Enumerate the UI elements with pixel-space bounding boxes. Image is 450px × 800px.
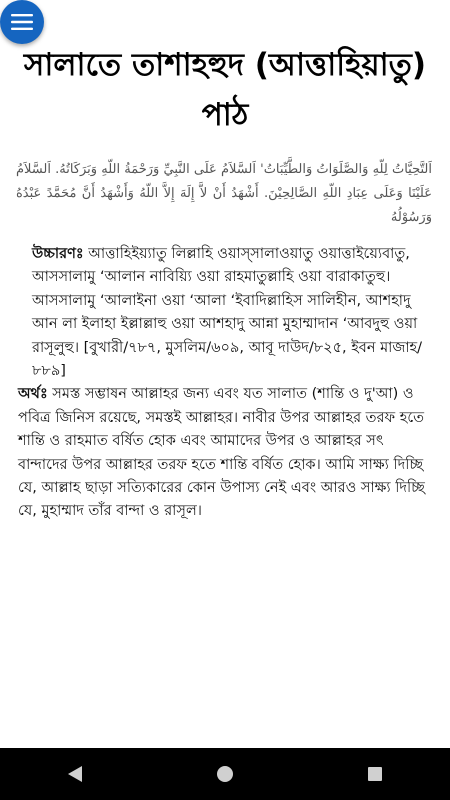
pronunciation-paragraph — [18, 243, 430, 383]
back-button[interactable] — [55, 754, 95, 794]
back-triangle-icon — [67, 765, 83, 783]
meaning-paragraph — [18, 383, 430, 523]
meaning-text: সমস্ত সম্ভাষন আল্লাহর জন্য এবং যত সালাত (শান্তি ও দু'আ) ও পবিত্র জিনিস রয়েছে, সমস্তই আল্লাহর। নাবীর উপর আল্লাহর তরফ হতে শান্তি ও রাহমাত বর্ষিত হোক এবং আমাদের উপর ও আল্লাহর সৎ বান্দাদের উপর আল্লাহর তরফ হতে শান্তি বর্ষিত হোক। আমি সাক্ষ্য দিচ্ছি যে, আল্লাহ ছাড়া সত্যিকারের কোন উপাস্য নেই এবং আরও সাক্ষ্য দিচ্ছি যে, মুহাম্মাদ তাঁর বান্দা ও রাসূল। — [18, 386, 425, 520]
page-title: সালাতে তাশাহহুদ (আত্তাহিয়াতু) পাঠ — [23, 47, 427, 133]
hamburger-menu-button[interactable] — [0, 0, 44, 44]
system-navigation-bar — [0, 748, 450, 800]
recents-square-icon — [367, 766, 383, 782]
hamburger-menu-icon — [11, 13, 33, 31]
pronunciation-label: উচ্চারণঃ — [32, 246, 84, 262]
recents-button[interactable] — [355, 754, 395, 794]
home-button[interactable] — [205, 754, 245, 794]
pronunciation-text: আত্তাহিইয়্যাতু লিল্লাহি ওয়াস্সালাওয়াতু ওয়াত্তাইয়্যেবাতু, আসসালামু ‘আলান নাবিয়্যি ওয়া রাহমাতুল্লাহি ওয়া বারাকাতুহু। আসসালামু ‘আলাইনা ওয়া ‘আলা ‘ইবাদিল্লাহিস সালিহীন, আশহাদু আন লা ইলাহা ইল্লাল্লাহু ওয়া আশহাদু আন্না মুহাম্মাদান ‘আবদুহু ওয়া রাসূলুহু। [বুখারী/৭৮৭, মুসলিম/৬০৯, আবূ দাউদ/৮২৫, ইবন মাজাহ/৮৮৯] — [32, 246, 423, 380]
home-circle-icon — [216, 765, 234, 783]
meaning-label: অর্থঃ — [18, 386, 48, 403]
content-body — [18, 243, 430, 524]
arabic-text: اَلتَّحِيَّاتُ لِلّهِ وَالصَّلَوَاتُ وَالطَّيِّبَاتُ' اَلسَّلاَمُ عَلَى النَّبِيِّ وَرَحْمَةُ اللّهِ وَبَرَكَاتُهُ. اَلسَّلاَمُ عَلَيْنَا وَعَلَى عِبَادِ اللّهِ الصَّالِحِيْنَ. أَشْهَدُ أَنْ لاَّ إِلَهَ إِلاَّ اللّهُ وَأَشْهَدُ أَنَّ مُحَمَّدً عَبْدُهُ وَرَسُوْلُهُ — [16, 162, 432, 225]
